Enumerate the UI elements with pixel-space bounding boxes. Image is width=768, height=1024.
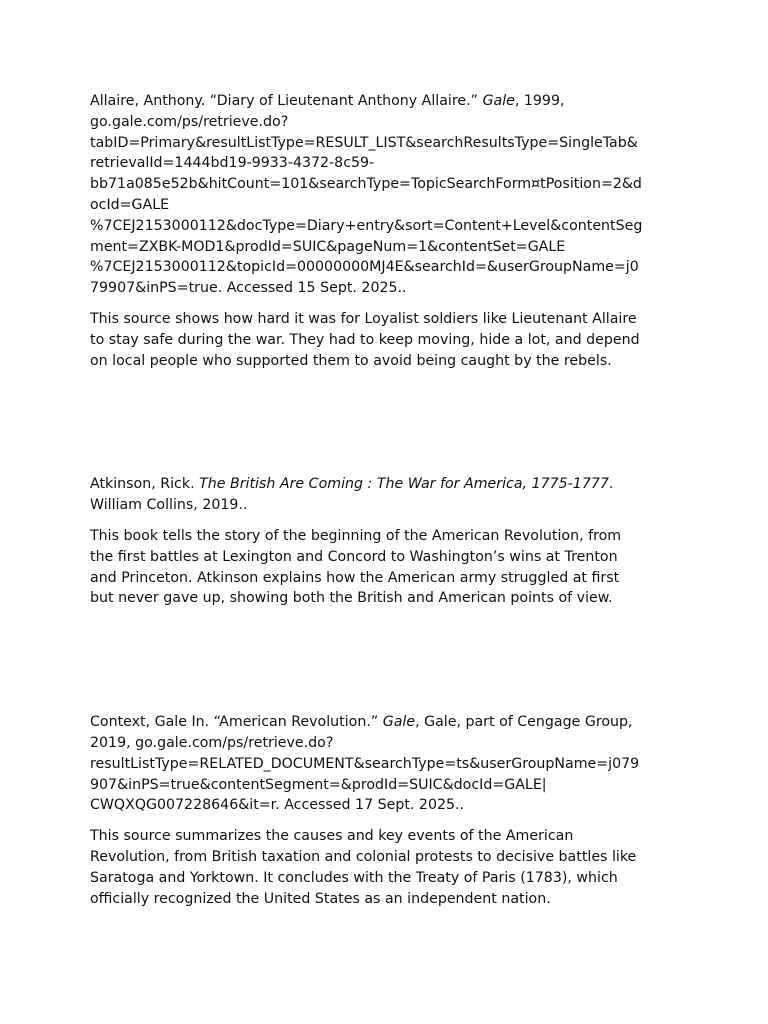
citation-line: tabID=Primary&resultListType=RESULT_LIST&searchResultsType=SingleTab& (90, 134, 638, 151)
annotation-line: the first battles at Lexington and Concord to Washington’s wins at Trenton (90, 548, 618, 565)
works-cited-page (90, 91, 680, 909)
citation-line: %7CEJ2153000112&topicId=00000000MJ4E&searchId=&userGroupName=j0 (90, 259, 639, 276)
annotation-line: to stay safe during the war. They had to keep moving, hide a lot, and depend (90, 331, 640, 348)
annotation (90, 309, 680, 371)
annotation-line: This book tells the story of the beginning of the American Revolution, from (90, 527, 622, 544)
citation-line: 79907&inPS=true. Accessed 15 Sept. 2025.. (90, 280, 407, 297)
citation-line: ment=ZXBK-MOD1&prodId=SUIC&pageNum=1&contentSet=GALE (90, 238, 566, 255)
citation-line: retrievalId=1444bd19-9933-4372-8c59- (90, 155, 375, 172)
citation-line: Atkinson, Rick. The British Are Coming : The War for America, 1775-1777. (90, 476, 614, 493)
citation-line: bb71a085e52b&hitCount=101&searchType=TopicSearchForm¤tPosition=2&d (90, 176, 642, 193)
annotation-line: officially recognized the United States as an independent nation. (90, 890, 551, 907)
annotation-line: Saratoga and Yorktown. It concludes with the Treaty of Paris (1783), which (90, 869, 618, 886)
citation-line: 2019, go.gale.com/ps/retrieve.do? (90, 734, 334, 751)
annotation (90, 526, 680, 609)
citation-line: Allaire, Anthony. “Diary of Lieutenant Anthony Allaire.” Gale, 1999, (90, 93, 565, 109)
citation-line: Context, Gale In. “American Revolution.” Gale, Gale, part of Cengage Group, (90, 714, 633, 731)
citation-line: 907&inPS=true&contentSegment=&prodId=SUIC&docId=GALE| (90, 776, 547, 793)
citation (90, 474, 680, 516)
annotation-line: and Princeton. Atkinson explains how the American army struggled at first (90, 569, 620, 586)
entry-spacer (90, 609, 680, 712)
citation-entry-atkinson (90, 474, 680, 609)
annotation-line: This source shows how hard it was for Loyalist soldiers like Lieutenant Allaire (90, 310, 637, 327)
citation-entry-allaire (90, 91, 680, 371)
entry-spacer (90, 371, 680, 474)
citation-line: CWQXQG007228646&it=r. Accessed 17 Sept. 2025.. (90, 797, 465, 814)
annotation-line: Revolution, from British taxation and colonial protests to decisive battles like (90, 848, 637, 865)
citation (90, 712, 680, 816)
annotation-line: on local people who supported them to avoid being caught by the rebels. (90, 352, 612, 369)
annotation-line: but never gave up, showing both the British and American points of view. (90, 590, 613, 607)
citation (90, 91, 680, 299)
annotation-line: This source summarizes the causes and key events of the American (90, 828, 574, 845)
citation-line: ocId=GALE (90, 196, 170, 213)
citation-line: resultListType=RELATED_DOCUMENT&searchType=ts&userGroupName=j079 (90, 755, 640, 772)
citation-line: William Collins, 2019.. (90, 497, 248, 514)
annotation (90, 826, 680, 909)
citation-entry-gale-context (90, 712, 680, 909)
citation-line: go.gale.com/ps/retrieve.do? (90, 113, 289, 130)
citation-line: %7CEJ2153000112&docType=Diary+entry&sort=Content+Level&contentSeg (90, 217, 643, 234)
